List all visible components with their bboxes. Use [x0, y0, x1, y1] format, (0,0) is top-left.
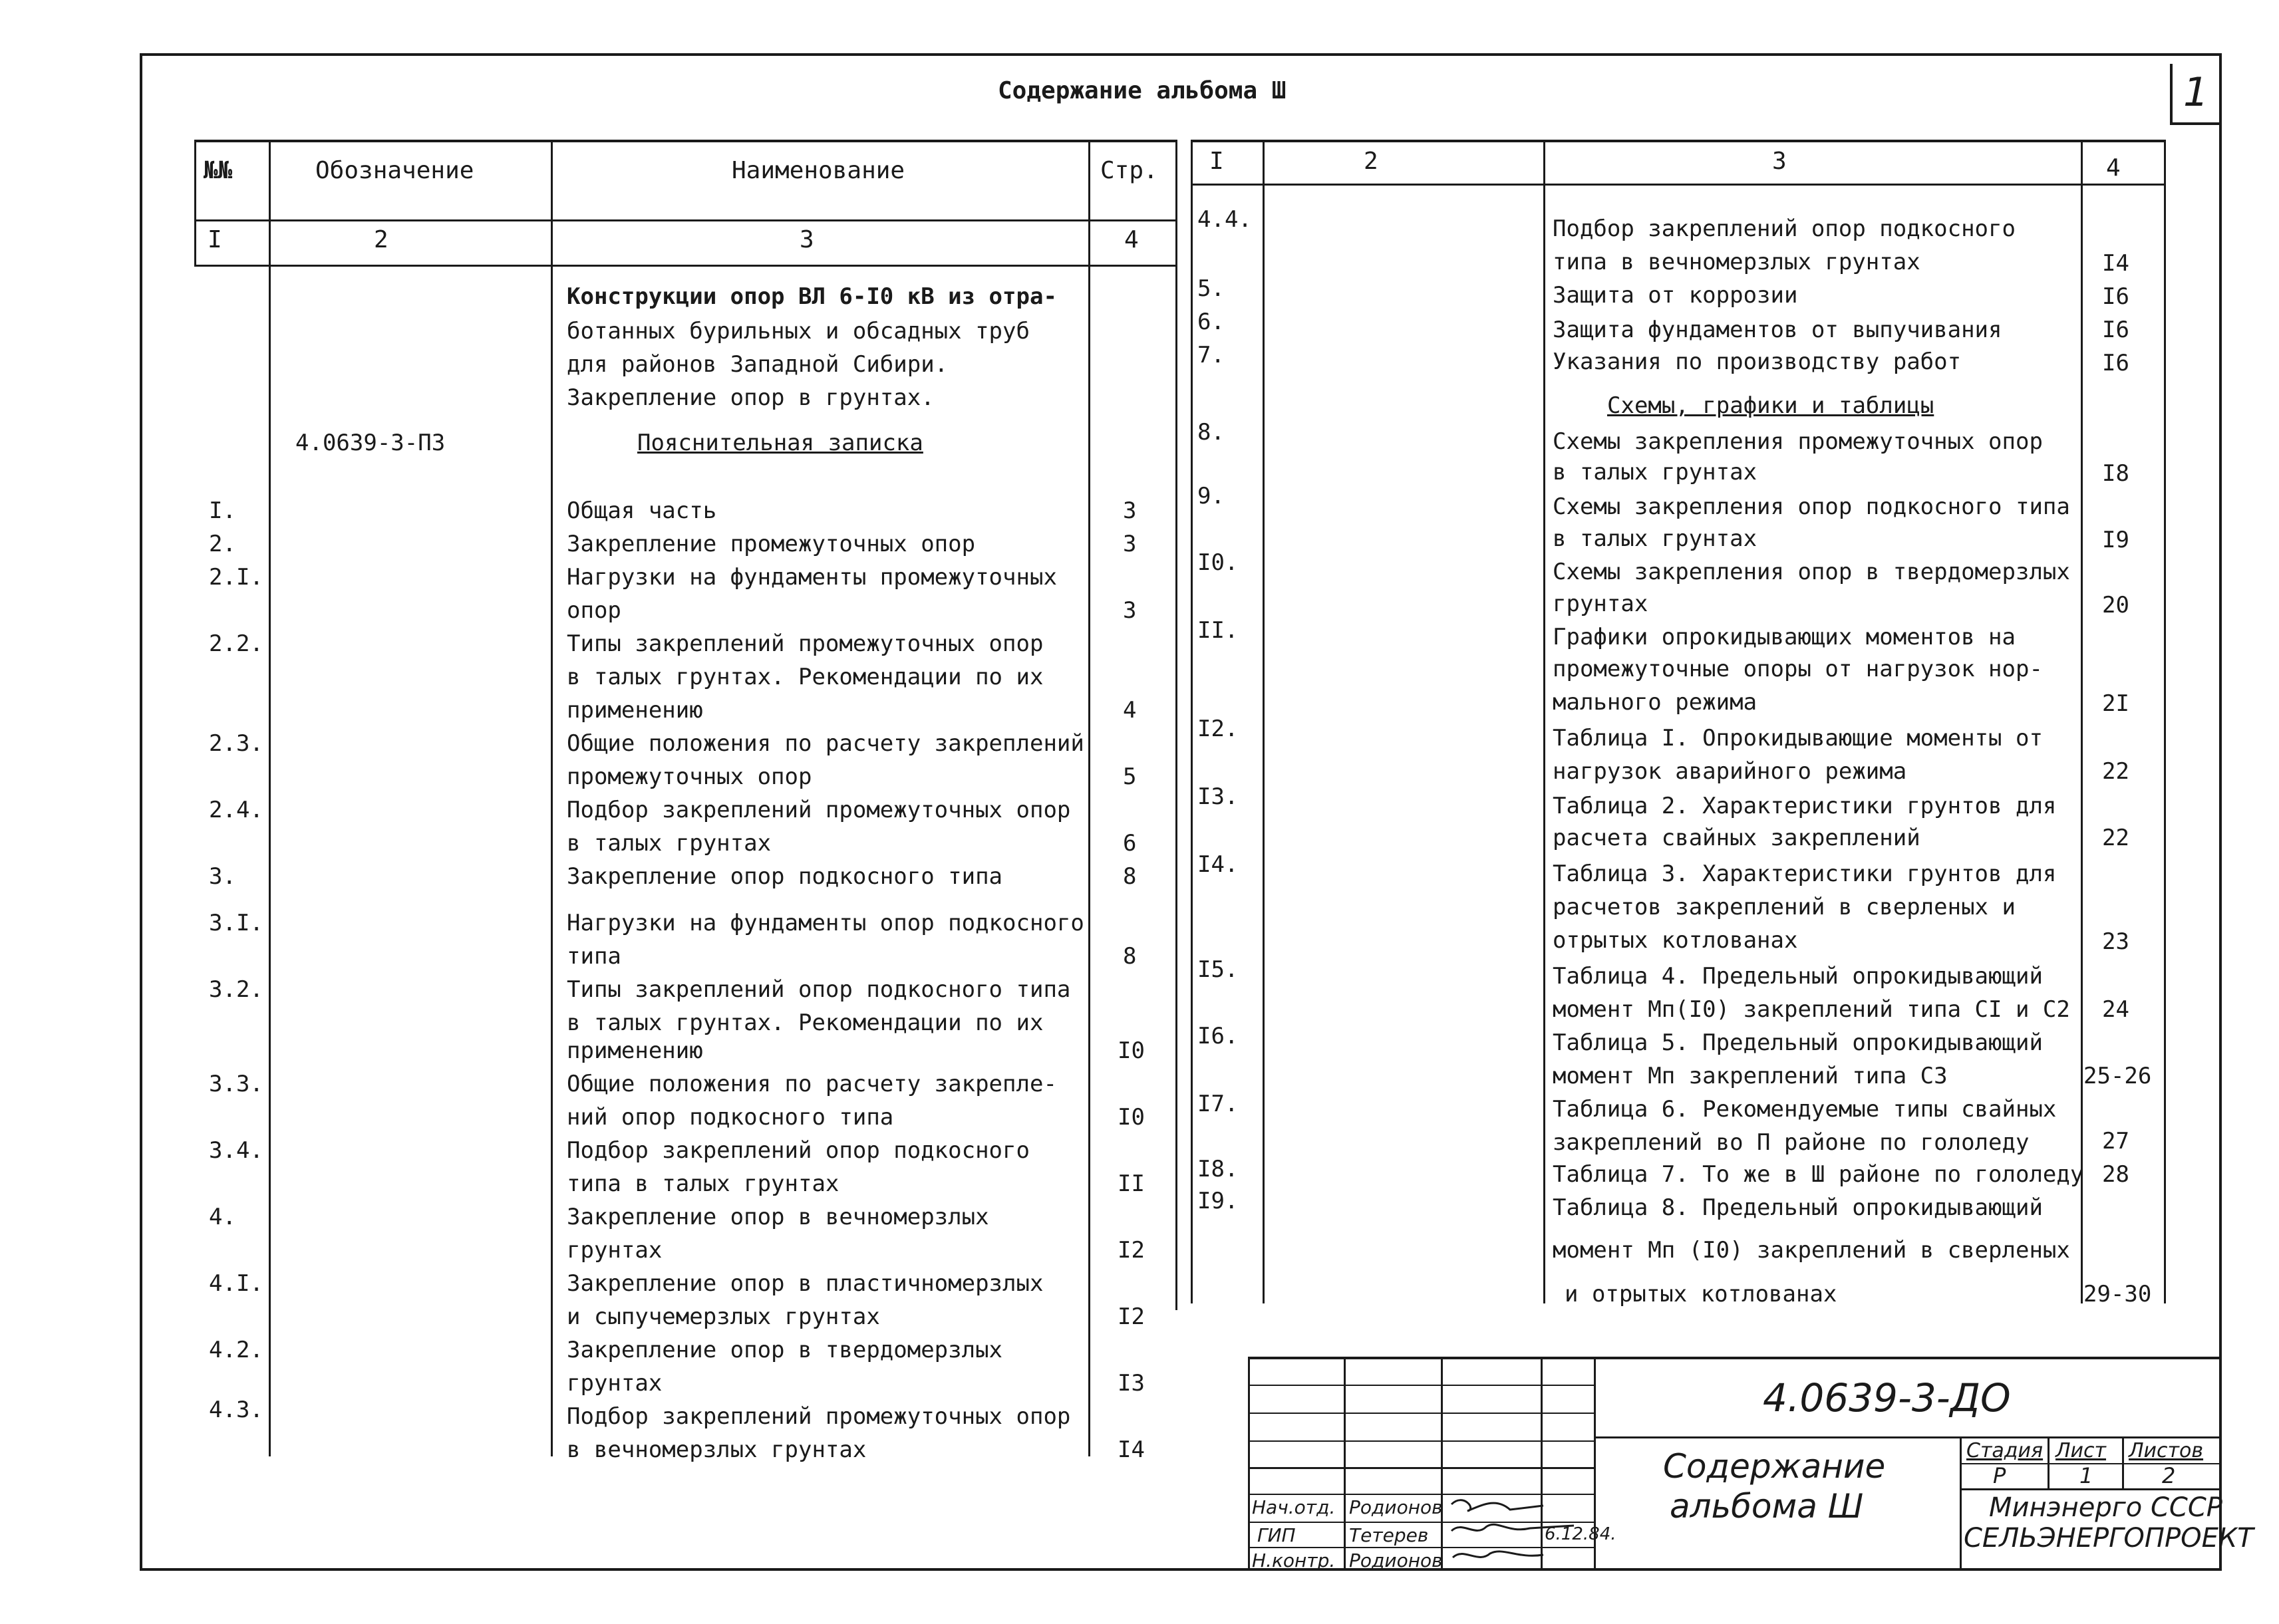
row-line: Таблица I. Опрокидывающие моменты от — [1553, 725, 2043, 751]
row-line: и отрытых котлованах — [1565, 1281, 1837, 1307]
row-line: Графики опрокидывающих моментов на — [1553, 624, 2016, 650]
signature-role: Н.контр. — [1252, 1550, 1336, 1571]
row-number: 3. — [209, 863, 236, 890]
left-col1-header: №№ — [204, 157, 233, 184]
sheets-value: 2 — [2162, 1463, 2176, 1488]
row-page: I2 — [1118, 1237, 1145, 1264]
left-intro-line-3: для районов Западной Сибири. — [567, 351, 949, 378]
row-line: промежуточных опор — [567, 763, 812, 790]
row-number: 6. — [1197, 309, 1225, 335]
row-line: в талых грунтах — [567, 830, 772, 857]
row-page: I8 — [2102, 460, 2129, 487]
left-col3-header: Наименование — [732, 157, 905, 184]
row-line: Указания по производству работ — [1553, 348, 1962, 375]
row-number: 4.4. — [1197, 206, 1252, 233]
stage-label: Стадия — [1966, 1439, 2044, 1462]
row-page: I6 — [2102, 350, 2129, 376]
row-line: в талых грунтах. Рекомендации по их — [567, 1010, 1044, 1036]
row-number: I6. — [1197, 1023, 1239, 1049]
row-page: 5 — [1123, 763, 1137, 790]
sheet-corner-number: 1 — [2183, 69, 2209, 116]
row-line: Таблица 7. То же в Ш районе по гололеду — [1553, 1161, 2084, 1188]
row-page: 3 — [1123, 531, 1137, 557]
row-line: расчета свайных закреплений — [1553, 825, 1920, 851]
row-page: 8 — [1123, 943, 1137, 970]
row-line: момент Мп(I0) закреплений типа СI и С2 — [1553, 996, 2070, 1023]
row-page: I4 — [2102, 250, 2129, 277]
row-line: Закрепление опор в вечномерзлых — [567, 1204, 989, 1230]
row-line: в талых грунтах — [1553, 459, 1757, 485]
row-number: 2.3. — [209, 730, 263, 757]
row-line: Общие положения по расчету закрепле- — [567, 1071, 1057, 1097]
row-page: 28 — [2102, 1161, 2129, 1188]
row-line: и сыпучемерзлых грунтах — [567, 1303, 880, 1330]
row-line: нагрузок аварийного режима — [1553, 758, 1907, 785]
row-line: промежуточные опоры от нагрузок нор- — [1553, 656, 2043, 682]
row-number: I5. — [1197, 956, 1239, 983]
row-page: 24 — [2102, 996, 2129, 1023]
row-number: I. — [209, 497, 236, 524]
designation: 4.0639-3-ПЗ — [295, 430, 446, 456]
row-line: Таблица 3. Характеристики грунтов для — [1553, 861, 2057, 887]
row-line: Схемы закрепления промежуточных опор — [1553, 428, 2043, 455]
row-page: 23 — [2102, 928, 2129, 955]
row-line: Таблица 6. Рекомендуемые типы свайных — [1553, 1096, 2057, 1123]
signature-name: Тетерев — [1349, 1524, 1429, 1546]
left-colnum-4: 4 — [1124, 226, 1139, 253]
row-line: Подбор закреплений промежуточных опор — [567, 797, 1071, 823]
sheet-value: 1 — [2079, 1463, 2093, 1488]
row-line: Подбор закреплений промежуточных опор — [567, 1403, 1071, 1430]
signature-role: Нач.отд. — [1252, 1496, 1336, 1518]
row-number: 3.I. — [209, 910, 263, 936]
row-number: 8. — [1197, 419, 1225, 446]
row-page: I6 — [2102, 317, 2129, 343]
row-line: ний опор подкосного типа — [567, 1104, 894, 1131]
row-page: 20 — [2102, 592, 2129, 618]
row-page: I4 — [1118, 1436, 1145, 1463]
signature-date: 6.12.84. — [1545, 1524, 1616, 1544]
row-page: I0 — [1118, 1104, 1145, 1131]
sheet-label: Лист — [2055, 1439, 2107, 1462]
stage-value: Р — [1993, 1463, 2006, 1488]
row-line: в талых грунтах. Рекомендации по их — [567, 664, 1044, 690]
row-line: Таблица 4. Предельный опрокидывающий — [1553, 963, 2043, 990]
row-line: типа — [567, 943, 621, 970]
row-page: 29-30 — [2083, 1281, 2152, 1307]
row-number: I8. — [1197, 1156, 1239, 1182]
row-page: II — [1118, 1170, 1145, 1197]
row-number: 4.2. — [209, 1337, 263, 1363]
left-intro-line-2: ботанных бурильных и обсадных труб — [567, 318, 1030, 344]
row-line: расчетов закреплений в сверленых и — [1553, 894, 2016, 920]
row-line: Закрепление опор подкосного типа — [567, 863, 1003, 890]
row-line: в талых грунтах — [1553, 525, 1757, 552]
left-colnum-2: 2 — [374, 226, 388, 253]
row-number: I9. — [1197, 1188, 1239, 1214]
doc-code: 4.0639-3-ДО — [1763, 1375, 2011, 1421]
row-line: Схемы закрепления опор в твердомерзлых — [1553, 559, 2070, 585]
row-line: Типы закреплений промежуточных опор — [567, 630, 1044, 657]
row-line: Нагрузки на фундаменты промежуточных — [567, 564, 1057, 591]
row-page: 22 — [2102, 825, 2129, 851]
row-line: опор — [567, 597, 621, 624]
row-page: I2 — [1118, 1303, 1145, 1330]
row-number: 7. — [1197, 342, 1225, 368]
row-page: 25-26 — [2083, 1063, 2152, 1089]
row-number: I3. — [1197, 783, 1239, 810]
left-col4-header: Стр. — [1100, 157, 1158, 184]
row-line: момент Мп закреплений типа С3 — [1553, 1063, 1948, 1089]
row-number: 4. — [209, 1204, 236, 1230]
row-line: Подбор закреплений опор подкосного — [567, 1137, 1030, 1164]
row-number: 3.2. — [209, 976, 263, 1003]
row-number: 2.2. — [209, 630, 263, 657]
row-page: I9 — [2102, 527, 2129, 553]
signature-name: Родионов — [1349, 1550, 1443, 1571]
row-line: грунтах — [567, 1370, 663, 1397]
row-line: момент Мп (I0) закреплений в сверленых — [1553, 1237, 2070, 1264]
row-page: 8 — [1123, 863, 1137, 890]
row-line: в вечномерзлых грунтах — [567, 1436, 867, 1463]
row-number: II. — [1197, 617, 1239, 644]
row-number: I7. — [1197, 1091, 1239, 1117]
row-page: 27 — [2102, 1128, 2129, 1154]
left-colnum-3: 3 — [800, 226, 814, 253]
section-heading-note: Пояснительная записка — [637, 430, 923, 456]
row-line: отрытых котлованах — [1553, 927, 1798, 954]
row-page: I0 — [1118, 1037, 1145, 1064]
row-line: Закрепление опор в твердомерзлых — [567, 1337, 1003, 1363]
row-line: грунтах — [1553, 591, 1648, 617]
row-line: Общие положения по расчету закреплений — [567, 730, 1084, 757]
title-line-1: Содержание — [1663, 1447, 1886, 1486]
title-line-2: альбома Ш — [1670, 1487, 1864, 1526]
row-line: типа в талых грунтах — [567, 1170, 839, 1197]
row-line: Таблица 2. Характеристики грунтов для — [1553, 793, 2057, 819]
signature-scribbles — [1443, 1490, 1603, 1571]
left-colnum-1: I — [208, 226, 222, 253]
right-colnum-4: 4 — [2106, 154, 2121, 182]
org-line-2: СЕЛЬЭНЕРГОПРОЕКТ — [1964, 1523, 2254, 1554]
row-page: 3 — [1123, 497, 1137, 524]
left-col2-header: Обозначение — [315, 157, 474, 184]
signature-name: Родионов — [1349, 1496, 1443, 1518]
right-colnum-2: 2 — [1364, 148, 1378, 175]
row-line: Подбор закреплений опор подкосного — [1553, 215, 2016, 242]
row-line: мального режима — [1553, 689, 1757, 716]
row-line: Защита фундаментов от выпучивания — [1553, 317, 2002, 343]
row-number: 2. — [209, 531, 236, 557]
row-line: Закрепление промежуточных опор — [567, 531, 976, 557]
row-line: Защита от коррозии — [1553, 282, 1798, 309]
row-number: I4. — [1197, 851, 1239, 878]
signature-role: ГИП — [1257, 1524, 1296, 1546]
row-number: 4.I. — [209, 1270, 263, 1297]
row-line: применению — [567, 1037, 703, 1064]
section-heading-schemes: Схемы, графики и таблицы — [1607, 392, 1934, 419]
org-line-1: Минэнерго СССР — [1989, 1492, 2222, 1523]
row-page: 2I — [2102, 690, 2129, 717]
right-colnum-1: I — [1209, 148, 1224, 175]
row-line: Общая часть — [567, 497, 717, 524]
sheets-label: Листов — [2129, 1439, 2204, 1462]
row-number: 2.4. — [209, 797, 263, 823]
row-line: Таблица 5. Предельный опрокидывающий — [1553, 1029, 2043, 1056]
row-line: Схемы закрепления опор подкосного типа — [1553, 493, 2070, 520]
row-line: Таблица 8. Предельный опрокидывающий — [1553, 1194, 2043, 1221]
row-number: 3.4. — [209, 1137, 263, 1164]
row-page: I3 — [1118, 1370, 1145, 1397]
right-colnum-3: 3 — [1772, 148, 1787, 175]
row-page: 3 — [1123, 597, 1137, 624]
row-number: 9. — [1197, 483, 1225, 509]
row-number: I0. — [1197, 549, 1239, 576]
left-intro-line-1: Конструкции опор ВЛ 6-I0 кВ из отра- — [567, 283, 1057, 310]
row-number: 3.3. — [209, 1071, 263, 1097]
row-number: 5. — [1197, 275, 1225, 302]
row-line: Типы закреплений опор подкосного типа — [567, 976, 1071, 1003]
row-line: грунтах — [567, 1237, 663, 1264]
row-page: 6 — [1123, 830, 1137, 857]
left-intro-line-4: Закрепление опор в грунтах. — [567, 384, 935, 411]
row-page: 22 — [2102, 758, 2129, 785]
row-line: типа в вечномерзлых грунтах — [1553, 249, 1920, 275]
row-line: Нагрузки на фундаменты опор подкосного — [567, 910, 1084, 936]
row-line: Закрепление опор в пластичномерзлых — [567, 1270, 1044, 1297]
row-page: 4 — [1123, 697, 1137, 724]
row-number: 4.3. — [209, 1397, 263, 1423]
row-number: I2. — [1197, 716, 1239, 742]
page-title: Содержание альбома Ш — [998, 77, 1287, 104]
row-page: I6 — [2102, 283, 2129, 310]
row-number: 2.I. — [209, 564, 263, 591]
row-line: закреплений во П районе по гололеду — [1553, 1129, 2030, 1156]
row-line: применению — [567, 697, 703, 724]
